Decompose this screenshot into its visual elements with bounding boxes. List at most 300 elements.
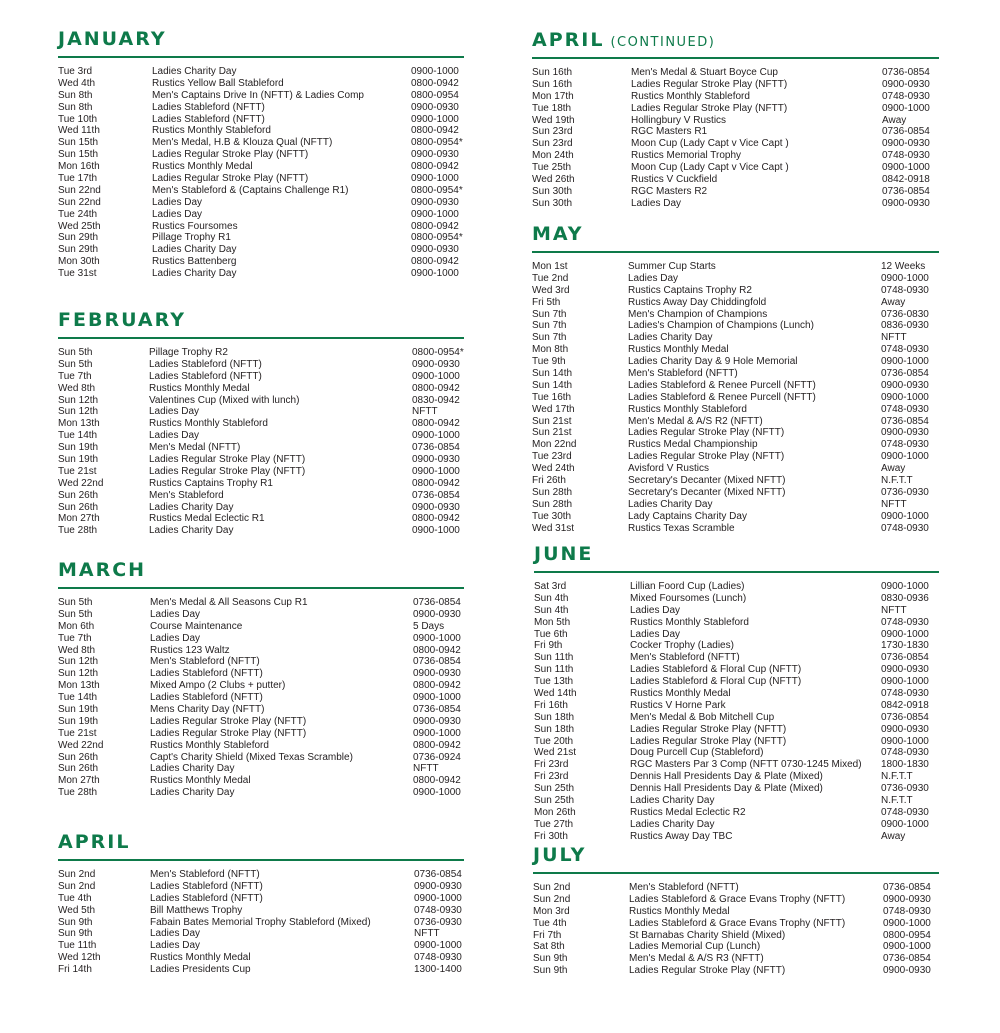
event-date: Wed 17th	[532, 403, 575, 415]
event-time: 0830-0942	[412, 394, 460, 406]
event-date: Sun 23rd	[532, 126, 573, 138]
event-name: Ladies's Champion of Champions (Lunch)	[628, 320, 814, 332]
event-time: 0900-1000	[413, 632, 461, 644]
event-time: 0736-0854	[882, 126, 930, 138]
event-name: Rustics Monthly Stableford	[628, 403, 747, 415]
event-row	[58, 430, 464, 442]
event-name: Men's Medal (NFTT)	[149, 442, 241, 454]
event-name: Ladies Regular Stroke Play (NFTT)	[629, 965, 786, 977]
event-time: 0748-0930	[881, 522, 929, 534]
event-time: 0900-0930	[411, 196, 459, 208]
event-name: Ladies Day	[152, 208, 203, 220]
event-row	[534, 593, 939, 605]
event-time: 0900-1000	[881, 628, 929, 640]
event-date: Sun 9th	[533, 965, 568, 977]
event-name: Secretary's Decanter (Mixed NFTT)	[628, 486, 786, 498]
event-row	[534, 724, 939, 736]
event-name: Lady Captains Charity Day	[628, 510, 747, 522]
event-name: Ladies Regular Stroke Play (NFTT)	[152, 149, 309, 161]
event-row	[533, 941, 939, 953]
event-time: Away	[881, 296, 906, 308]
event-row	[58, 478, 464, 490]
event-name: Men's Medal & All Seasons Cup R1	[150, 597, 308, 608]
event-time: 0748-0930	[881, 688, 929, 700]
event-name: Ladies Day	[149, 406, 200, 418]
event-name: Rustics Monthly Medal	[628, 344, 729, 356]
event-date: Sun 29th	[58, 244, 99, 256]
event-name: Capt's Charity Shield (Mixed Texas Scramble)	[150, 751, 353, 763]
event-date: Sun 9th	[58, 928, 93, 940]
event-time: 0736-0854	[413, 656, 461, 668]
event-date: Mon 17th	[532, 90, 574, 102]
event-time: 0748-0930	[882, 90, 930, 102]
month-july	[533, 844, 939, 977]
event-time: 0748-0930	[883, 905, 931, 917]
event-row	[534, 736, 939, 748]
event-row	[58, 740, 464, 752]
event-name: Ladies Stableford (NFTT)	[150, 692, 263, 704]
event-name: Rustics Monthly Stableford	[150, 739, 269, 751]
event-date: Sun 30th	[532, 197, 573, 209]
event-row	[534, 771, 939, 783]
event-name: Men's Medal & A/S R3 (NFTT)	[629, 953, 764, 965]
event-time: N.F.T.T	[881, 771, 913, 783]
event-date: Mon 24th	[532, 150, 574, 162]
event-row	[532, 332, 939, 344]
event-name: Ladies Regular Stroke Play (NFTT)	[628, 427, 785, 439]
event-name: Ladies Day	[628, 272, 679, 284]
event-date: Wed 14th	[534, 688, 577, 700]
event-name: Rustics Monthly Stableford	[152, 125, 271, 137]
event-time: 0900-0930	[411, 149, 459, 161]
event-time: 0800-0942	[413, 680, 461, 692]
event-name: Men's Champion of Champions	[628, 308, 768, 320]
event-name: Ladies Stableford (NFTT)	[152, 101, 265, 113]
event-row	[534, 795, 939, 807]
event-date: Sun 4th	[534, 592, 569, 604]
event-time: 0900-1000	[882, 102, 930, 114]
event-time: 0900-0930	[412, 358, 460, 370]
event-time: 0900-0930	[882, 197, 930, 209]
month-january	[58, 28, 464, 280]
event-date: Tue 14th	[58, 430, 98, 442]
event-date: Sun 7th	[532, 320, 567, 332]
event-name: Ladies Stableford & Renee Purcell (NFTT)	[628, 391, 816, 403]
event-date: Sun 26th	[58, 751, 99, 763]
event-name: Rustics Monthly Medal	[150, 775, 251, 787]
event-name: Rustics Memorial Trophy	[631, 150, 742, 162]
event-time: 0900-0930	[412, 454, 460, 466]
event-row	[534, 664, 939, 676]
event-date: Sun 22nd	[58, 196, 101, 208]
month-title: JULY	[533, 844, 587, 866]
event-row	[58, 905, 464, 917]
event-time: 0900-1000	[412, 370, 460, 382]
event-row	[534, 581, 939, 593]
event-row	[532, 91, 939, 103]
event-time: 0900-1000	[881, 356, 929, 368]
event-name: Rustics Medal Eclectic R1	[149, 513, 265, 525]
event-date: Fri 23rd	[534, 771, 569, 783]
event-time: 0736-0854	[881, 415, 929, 427]
event-name: Men's Stableford (NFTT)	[150, 656, 260, 668]
event-name: Ladies Charity Day	[628, 332, 713, 344]
event-list	[533, 882, 939, 977]
event-date: Tue 31st	[58, 268, 97, 280]
event-row	[58, 102, 464, 114]
event-time: 0800-0942	[413, 775, 461, 787]
event-row	[58, 66, 464, 78]
event-row	[532, 261, 939, 273]
event-time: 0900-1000	[881, 510, 929, 522]
event-name: Hollingbury V Rustics	[631, 114, 727, 126]
event-row	[58, 645, 464, 657]
event-time: 0900-1000	[411, 208, 459, 220]
event-date: Sun 12th	[58, 406, 99, 418]
event-date: Wed 4th	[58, 77, 96, 89]
event-time: 0900-0930	[413, 608, 461, 620]
event-row	[532, 487, 939, 499]
event-time: 0736-0854	[881, 652, 929, 664]
event-row	[533, 894, 939, 906]
event-name: Rustics Captains Trophy R1	[149, 477, 273, 489]
event-row	[532, 103, 939, 115]
event-date: Mon 13th	[58, 680, 100, 692]
event-name: Rustics Yellow Ball Stableford	[152, 77, 284, 89]
event-date: Sun 11th	[534, 664, 574, 676]
event-time: NFTT	[881, 604, 907, 616]
event-time: 0900-1000	[883, 917, 931, 929]
event-name: Summer Cup Starts	[628, 261, 716, 272]
event-date: Sun 19th	[58, 704, 99, 716]
event-date: Sun 5th	[58, 347, 93, 358]
event-date: Tue 21st	[58, 465, 97, 477]
event-date: Mon 16th	[58, 161, 100, 173]
month-may	[532, 223, 939, 534]
event-name: Ladies Charity Day	[149, 525, 234, 537]
event-time: 0800-0942	[413, 739, 461, 751]
event-date: Sun 2nd	[58, 880, 96, 892]
month-heading	[58, 831, 464, 855]
event-date: Tue 7th	[58, 632, 92, 644]
event-name: Ladies Day	[150, 928, 201, 940]
event-row	[58, 173, 464, 185]
event-time: 0736-0924	[413, 751, 461, 763]
event-date: Mon 30th	[58, 256, 100, 268]
event-row	[532, 198, 939, 210]
event-name: Ladies Day	[152, 196, 203, 208]
event-row	[58, 787, 464, 799]
event-name: Ladies Charity Day	[150, 763, 235, 775]
event-time: 0748-0930	[881, 747, 929, 759]
event-time: NFTT	[412, 406, 438, 418]
event-row	[58, 692, 464, 704]
event-date: Sun 21st	[532, 427, 572, 439]
event-time: 0800-0942	[413, 644, 461, 656]
event-row	[58, 466, 464, 478]
event-date: Sun 22nd	[58, 184, 101, 196]
event-date: Mon 3rd	[533, 905, 570, 917]
event-time: 0900-1000	[411, 268, 459, 280]
event-time: 12 Weeks	[881, 261, 926, 272]
event-row	[58, 454, 464, 466]
heading-divider	[58, 337, 464, 339]
event-time: Away	[881, 830, 906, 842]
event-date: Sun 14th	[532, 379, 573, 391]
month-heading	[58, 559, 464, 583]
event-name: Rustics Monthly Stableford	[631, 90, 750, 102]
event-row	[58, 763, 464, 775]
event-name: Men's Stableford (NFTT)	[628, 368, 738, 380]
event-name: Rustics V Cuckfield	[631, 174, 718, 186]
event-row	[58, 221, 464, 233]
event-time: 0800-0954	[411, 89, 459, 101]
event-name: Rustics Monthly Stableford	[630, 616, 749, 628]
event-name: Ladies Stableford & Grace Evans Trophy (NFTT)	[629, 917, 846, 929]
event-date: Tue 2nd	[532, 272, 569, 284]
event-row	[534, 807, 939, 819]
event-time: 0736-0854	[414, 869, 462, 880]
event-date: Mon 1st	[532, 261, 568, 272]
event-time: 0900-0930	[881, 427, 929, 439]
event-name: Dennis Hall Presidents Day & Plate (Mixed)	[630, 783, 823, 795]
event-name: Ladies Charity Day	[149, 501, 234, 513]
event-row	[58, 268, 464, 280]
event-name: Ladies Stableford (NFTT)	[149, 358, 262, 370]
event-name: Ladies Regular Stroke Play (NFTT)	[150, 727, 307, 739]
event-date: Fri 9th	[534, 640, 563, 652]
event-name: Rustics Monthly Medal	[152, 161, 253, 173]
event-row	[58, 752, 464, 764]
event-name: Men's Stableford & (Captains Challenge R1)	[152, 184, 349, 196]
event-date: Sun 25th	[534, 783, 575, 795]
event-row	[58, 256, 464, 268]
month-title: JUNE	[534, 543, 594, 565]
event-time: 0736-0854	[883, 953, 931, 965]
event-row	[58, 114, 464, 126]
event-row	[58, 137, 464, 149]
event-name: Mens Charity Day (NFTT)	[150, 704, 265, 716]
event-date: Sun 25th	[534, 795, 575, 807]
event-time: Away	[881, 463, 906, 475]
event-time: 0736-0854	[881, 368, 929, 380]
event-time: 0900-1000	[881, 581, 929, 592]
event-date: Sun 30th	[532, 185, 573, 197]
event-name: Men's Stableford	[149, 489, 224, 501]
event-date: Sun 12th	[58, 656, 99, 668]
event-time: 0900-1000	[881, 818, 929, 830]
event-time: 0736-0930	[881, 783, 929, 795]
event-time: 0800-0942	[411, 220, 459, 232]
event-row	[533, 882, 939, 894]
event-date: Wed 11th	[58, 125, 100, 137]
event-time: 1730-1830	[881, 640, 929, 652]
event-date: Sun 5th	[58, 597, 93, 608]
event-date: Sun 18th	[534, 723, 575, 735]
event-date: Sun 18th	[534, 711, 575, 723]
event-date: Tue 3rd	[58, 66, 93, 77]
event-name: Ladies Regular Stroke Play (NFTT)	[150, 715, 307, 727]
event-name: Men's Medal & Bob Mitchell Cup	[630, 711, 775, 723]
event-name: Rustics Medal Eclectic R2	[630, 806, 746, 818]
event-name: Ladies Day	[150, 632, 201, 644]
month-title: MARCH	[58, 559, 147, 581]
event-row	[58, 78, 464, 90]
event-row	[532, 273, 939, 285]
event-name: Pillage Trophy R1	[152, 232, 231, 244]
event-name: Secretary's Decanter (Mixed NFTT)	[628, 475, 786, 487]
event-name: Avisford V Rustics	[628, 463, 709, 475]
event-time: 0900-0930	[411, 244, 459, 256]
event-time: 0900-1000	[412, 525, 460, 537]
event-name: Ladies Regular Stroke Play (NFTT)	[149, 465, 306, 477]
event-time: 0800-0954*	[411, 232, 463, 244]
event-time: 0748-0930	[881, 344, 929, 356]
event-date: Tue 24th	[58, 208, 98, 220]
event-date: Sat 8th	[533, 941, 565, 953]
event-time: 0748-0930	[881, 806, 929, 818]
event-row	[532, 186, 939, 198]
event-time: 0800-0942	[412, 418, 460, 430]
event-row	[58, 125, 464, 137]
event-row	[534, 629, 939, 641]
event-name: Rustics Away Day Chiddingfold	[628, 296, 767, 308]
event-name: Ladies Regular Stroke Play (NFTT)	[630, 723, 787, 735]
event-name: Men's Medal, H.B & Klouza Qual (NFTT)	[152, 137, 333, 149]
event-date: Sun 11th	[534, 652, 574, 664]
event-time: 0748-0930	[882, 150, 930, 162]
event-time: 0736-0930	[881, 486, 929, 498]
event-time: 0900-0930	[883, 893, 931, 905]
event-name: Ladies Charity Day	[152, 244, 237, 256]
event-row	[534, 831, 939, 843]
event-time: 0900-0930	[412, 501, 460, 513]
event-date: Sun 4th	[534, 604, 569, 616]
event-date: Sun 28th	[532, 486, 573, 498]
event-date: Mon 5th	[534, 616, 571, 628]
event-date: Sun 12th	[58, 394, 99, 406]
event-name: Rustics Captains Trophy R2	[628, 284, 752, 296]
event-row	[534, 617, 939, 629]
event-row	[58, 940, 464, 952]
event-time: 1300-1400	[414, 964, 462, 976]
event-date: Wed 26th	[532, 174, 575, 186]
event-date: Sun 2nd	[533, 882, 571, 893]
event-row	[58, 964, 464, 976]
heading-divider	[533, 872, 939, 874]
event-date: Fri 16th	[534, 699, 568, 711]
event-time: 0748-0930	[881, 284, 929, 296]
event-row	[58, 347, 464, 359]
heading-divider	[58, 56, 464, 58]
event-time: 0900-0930	[413, 668, 461, 680]
month-heading	[533, 844, 939, 868]
event-list	[58, 347, 464, 537]
event-row	[58, 185, 464, 197]
event-time: 0800-0954*	[411, 184, 463, 196]
event-row	[58, 395, 464, 407]
event-row	[58, 881, 464, 893]
event-row	[58, 406, 464, 418]
event-row	[532, 404, 939, 416]
month-june	[534, 543, 939, 843]
event-row	[58, 668, 464, 680]
event-date: Tue 28th	[58, 787, 98, 799]
event-list	[58, 597, 464, 799]
event-date: Wed 22nd	[58, 477, 104, 489]
event-date: Mon 27th	[58, 513, 100, 525]
event-row	[532, 162, 939, 174]
event-row	[58, 704, 464, 716]
event-name: Ladies Charity Day	[152, 66, 237, 77]
event-time: 0736-0930	[414, 916, 462, 928]
event-time: 0900-1000	[411, 66, 459, 77]
heading-divider	[532, 251, 939, 253]
event-row	[58, 502, 464, 514]
event-date: Tue 23rd	[532, 451, 572, 463]
event-time: 0900-1000	[881, 735, 929, 747]
event-time: 0748-0930	[881, 616, 929, 628]
event-name: Ladies Memorial Cup (Lunch)	[629, 941, 761, 953]
event-row	[58, 359, 464, 371]
event-name: Rustics Foursomes	[152, 220, 238, 232]
event-date: Wed 5th	[58, 904, 96, 916]
event-date: Sun 12th	[58, 668, 99, 680]
event-date: Tue 27th	[534, 818, 574, 830]
month-title: APRIL	[58, 831, 131, 853]
event-name: Pillage Trophy R2	[149, 347, 228, 358]
event-time: 0800-0954*	[412, 347, 464, 358]
event-time: 0900-0930	[881, 664, 929, 676]
event-row	[58, 90, 464, 102]
event-date: Tue 18th	[532, 102, 572, 114]
event-row	[532, 463, 939, 475]
event-name: Ladies Stableford (NFTT)	[150, 892, 263, 904]
event-time: 0800-0942	[412, 382, 460, 394]
month-title: APRIL	[532, 29, 605, 51]
event-name: Rustics Monthly Medal	[630, 688, 731, 700]
event-name: Ladies Day	[630, 604, 681, 616]
event-date: Sun 21st	[532, 415, 572, 427]
event-row	[532, 138, 939, 150]
event-name: Moon Cup (Lady Capt v Vice Capt )	[631, 138, 789, 150]
heading-divider	[532, 57, 939, 59]
event-name: Ladies Charity Day	[630, 818, 715, 830]
event-time: N.F.T.T	[881, 475, 913, 487]
event-name: Ladies Stableford & Grace Evans Trophy (NFTT)	[629, 893, 846, 905]
event-time: 0736-0854	[413, 597, 461, 608]
event-time: 0800-0954*	[411, 137, 463, 149]
event-time: 0900-1000	[882, 162, 930, 174]
event-name: Ladies Stableford & Renee Purcell (NFTT)	[628, 379, 816, 391]
event-name: Men's Medal & A/S R2 (NFTT)	[628, 415, 763, 427]
event-time: NFTT	[881, 332, 907, 344]
event-name: Rustics Monthly Medal	[629, 905, 730, 917]
event-time: 0900-1000	[881, 676, 929, 688]
event-row	[58, 232, 464, 244]
event-name: Ladies Charity Day & 9 Hole Memorial	[628, 356, 798, 368]
event-date: Tue 13th	[534, 676, 574, 688]
event-row	[532, 451, 939, 463]
event-name: Ladies Stableford (NFTT)	[149, 370, 262, 382]
event-name: Ladies Stableford (NFTT)	[150, 880, 263, 892]
event-date: Sun 19th	[58, 442, 99, 454]
event-date: Sun 29th	[58, 232, 99, 244]
event-row	[58, 633, 464, 645]
event-name: Valentines Cup (Mixed with lunch)	[149, 394, 300, 406]
event-time: 0842-0918	[881, 699, 929, 711]
event-row	[534, 676, 939, 688]
